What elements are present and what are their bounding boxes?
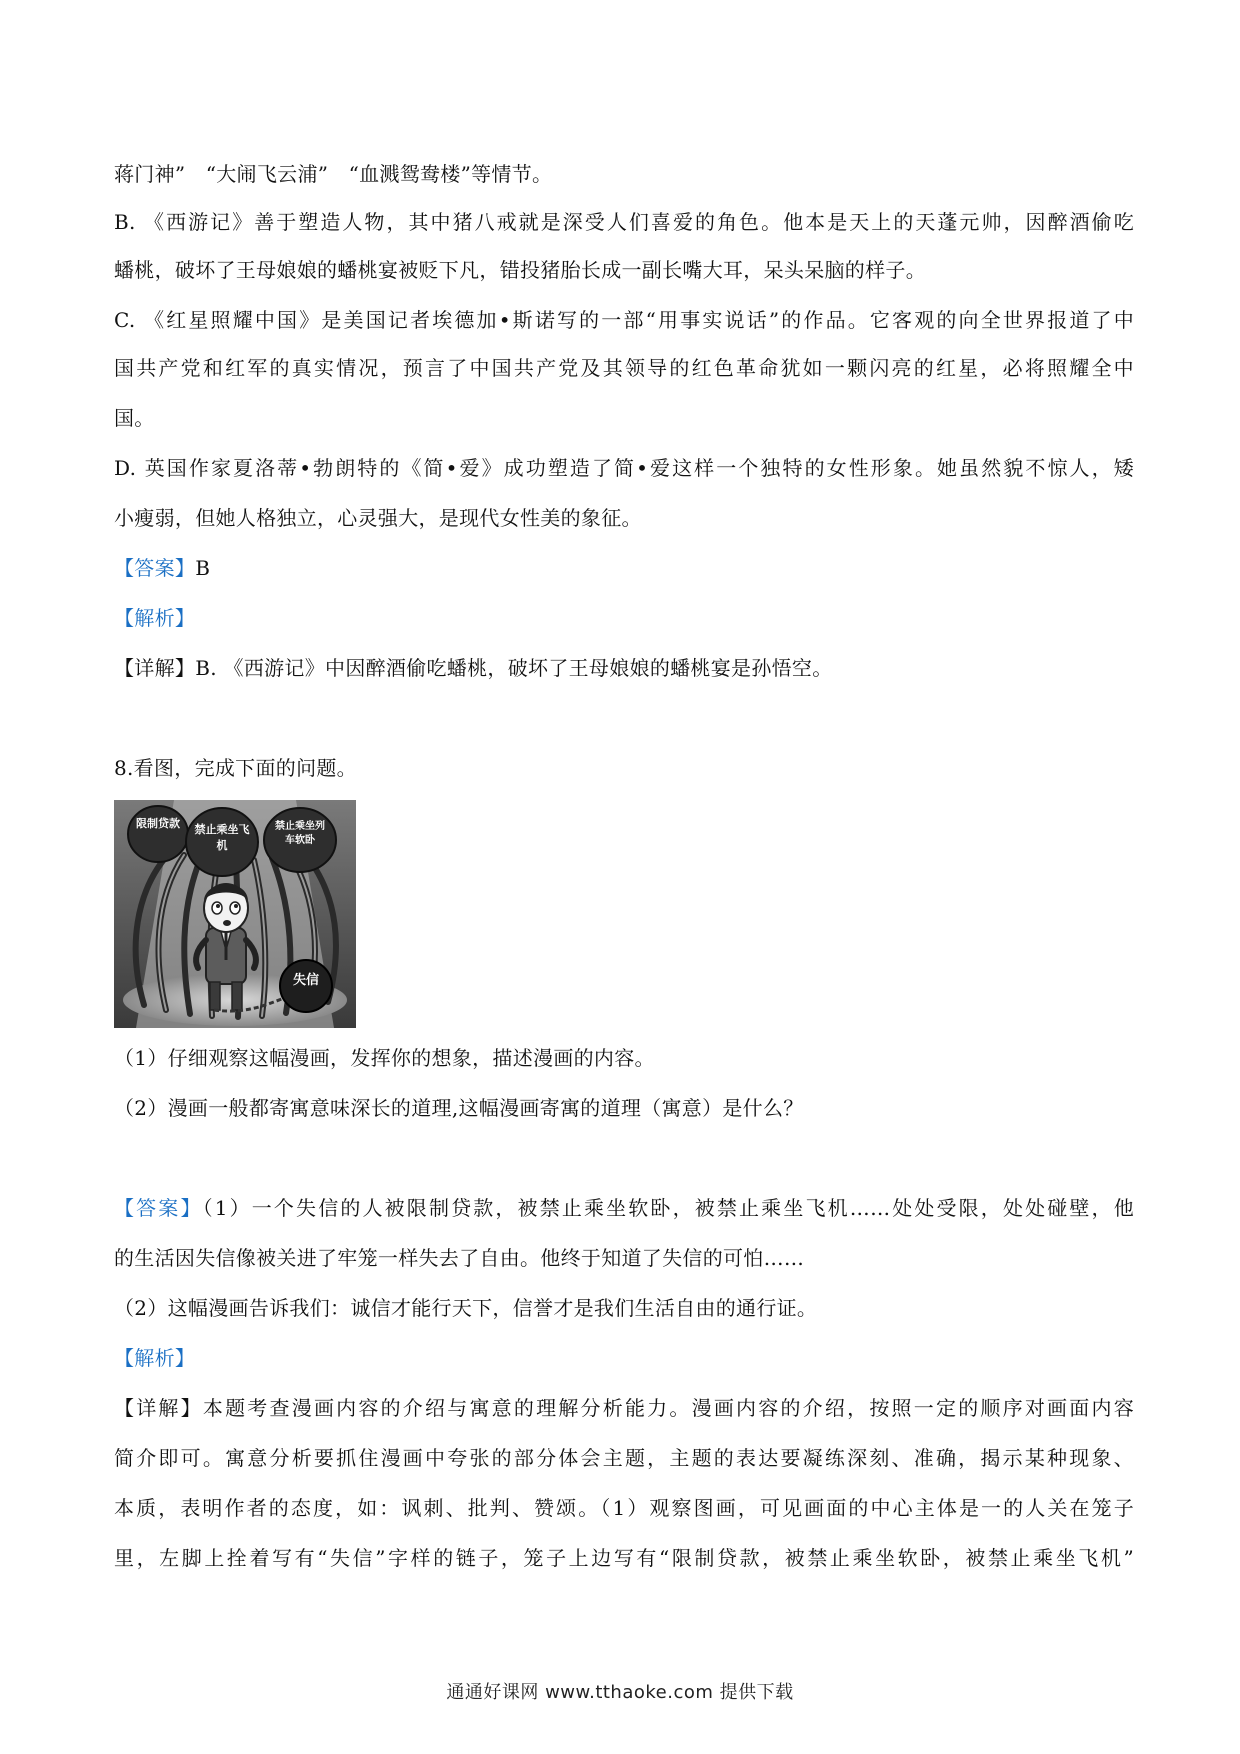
sign-flight-text: 禁止乘坐飞机 <box>194 823 250 852</box>
answer-tag: 【答案】 <box>114 1196 203 1220</box>
q7-analysis <box>114 604 1134 632</box>
sign-train-text: 禁止乘坐列车软卧 <box>275 821 325 846</box>
q7-detail <box>114 654 1134 682</box>
q7-option-c-line1: C. 《红星照耀中国》是美国记者埃德加•斯诺写的一部“用事实说话”的作品。它客观的向全世界报道了中 <box>114 308 1134 332</box>
answer-text-1: （1）一个失信的人被限制贷款，被禁止乘坐软卧，被禁止乘坐飞机……处处受限，处处碰壁，他 <box>202 1196 1134 1220</box>
sign-loan-text: 限制贷款 <box>136 817 180 830</box>
q7-answer <box>114 554 1134 582</box>
q7-option-c-line3: 国。 <box>114 406 155 430</box>
footer-source: 通通好课网 www.tthaoke.com 提供下载 <box>446 1682 794 1703</box>
detail-text: B. 《西游记》中因醉酒偷吃蟠桃，破坏了王母娘娘的蟠桃宴是孙悟空。 <box>195 656 833 680</box>
detail-tag: 【详解】 <box>114 656 196 680</box>
q7-option-b-line1: B. 《西游记》善于塑造人物，其中猪八戒就是深受人们喜爱的角色。他本是天上的天蓬元帅，因醉酒偷吃 <box>114 210 1134 234</box>
cartoon-image <box>114 800 356 1028</box>
q7-option-c-line2: 国共产党和红军的真实情况，预言了中国共产党及其领导的红色革命犹如一颗闪亮的红星，必将照耀全中 <box>114 356 1134 380</box>
q8-answer-line1 <box>114 1194 1134 1222</box>
detail-tag: 【详解】 <box>114 1396 203 1420</box>
q8-sub1: （1）仔细观察这幅漫画，发挥你的想象，描述漫画的内容。 <box>114 1046 655 1070</box>
q8-detail-line4: 里，左脚上拴着写有“失信”字样的链子，笼子上边写有“限制贷款，被禁止乘坐软卧，被禁止乘坐飞机” <box>114 1546 1134 1570</box>
sign-flight <box>186 808 258 876</box>
q7-option-a-tail: 蒋门神” “大闹飞云浦” “血溅鸳鸯楼”等情节。 <box>114 162 553 186</box>
q8-detail-line2: 简介即可。寓意分析要抓住漫画中夸张的部分体会主题，主题的表达要凝练深刻、准确，揭示某种现象、 <box>114 1446 1134 1470</box>
q8-detail-line3: 本质，表明作者的态度，如：讽刺、批判、赞颂。（1）观察图画，可见画面的中心主体是一的人关在笼子 <box>114 1496 1134 1520</box>
q8-title: 8.看图，完成下面的问题。 <box>114 756 357 780</box>
q7-option-d-line1: D. 英国作家夏洛蒂•勃朗特的《简•爱》成功塑造了简•爱这样一个独特的女性形象。她虽然貌不惊人，矮 <box>114 456 1134 480</box>
q8-answer-line3: （2）这幅漫画告诉我们：诚信才能行天下，信誉才是我们生活自由的通行证。 <box>114 1296 818 1320</box>
chain-label: 失信 <box>292 973 320 988</box>
q8-sub2: （2）漫画一般都寄寓意味深长的道理,这幅漫画寄寓的道理（寓意）是什么？ <box>114 1096 804 1120</box>
q8-analysis <box>114 1344 1134 1372</box>
q7-option-b-line2: 蟠桃，破坏了王母娘娘的蟠桃宴被贬下凡，错投猪胎长成一副长嘴大耳，呆头呆脑的样子。 <box>114 258 926 282</box>
q7-option-d-line2: 小瘦弱，但她人格独立，心灵强大，是现代女性美的象征。 <box>114 506 642 530</box>
q8-detail-line1 <box>114 1394 1134 1422</box>
detail-text-1: 本题考查漫画内容的介绍与寓意的理解分析能力。漫画内容的介绍，按照一定的顺序对画面内容 <box>202 1396 1135 1420</box>
analysis-tag: 【解析】 <box>114 606 196 630</box>
q8-answer-line2: 的生活因失信像被关进了牢笼一样失去了自由。他终于知道了失信的可怕…… <box>114 1246 805 1270</box>
answer-value: B <box>195 556 211 580</box>
analysis-tag: 【解析】 <box>114 1346 196 1370</box>
sign-loan <box>128 806 188 862</box>
answer-tag: 【答案】 <box>114 556 196 580</box>
sign-train <box>264 808 336 872</box>
